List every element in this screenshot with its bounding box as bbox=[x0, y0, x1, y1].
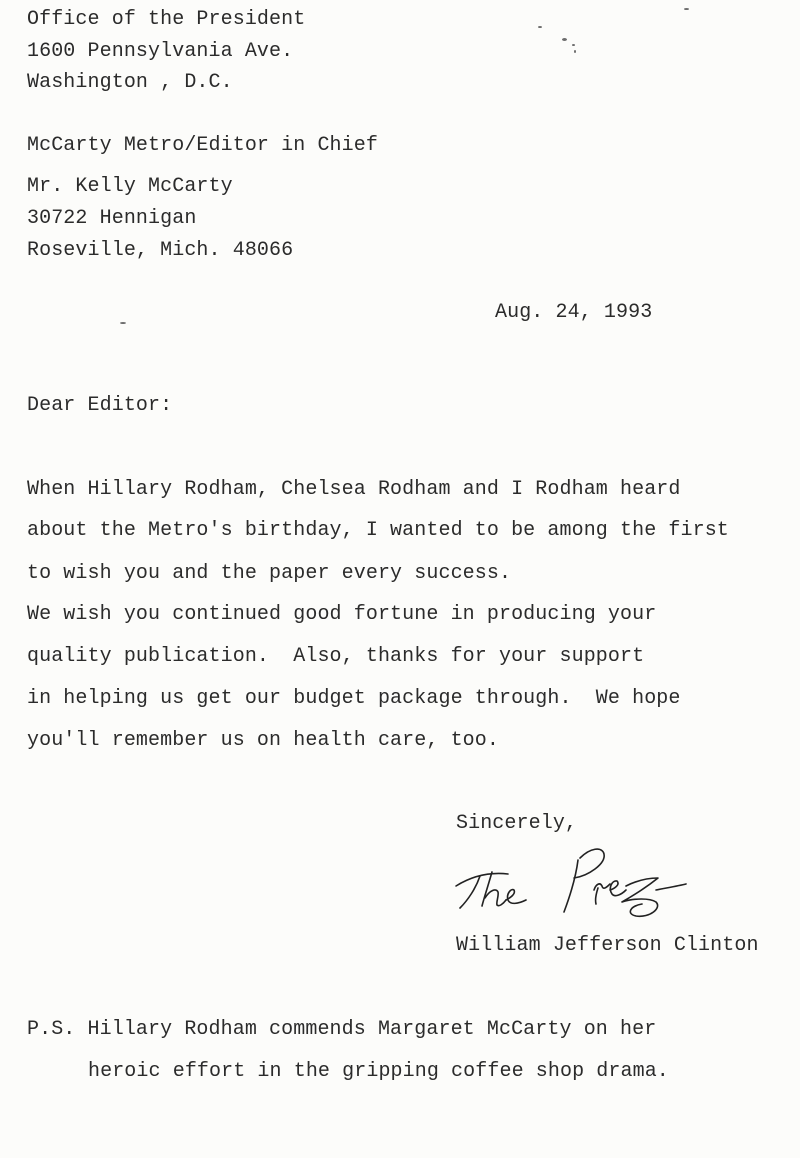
sender-city: Washington , D.C. bbox=[27, 71, 233, 94]
closing: Sincerely, bbox=[456, 812, 578, 835]
body-line: We wish you continued good fortune in producing your bbox=[27, 603, 657, 626]
body-line: When Hillary Rodham, Chelsea Rodham and I Rodham heard bbox=[27, 478, 681, 501]
body-line: in helping us get our budget package through. We hope bbox=[27, 687, 681, 710]
body-line: you'll remember us on health care, too. bbox=[27, 729, 499, 752]
paper-speck bbox=[572, 44, 575, 46]
recipient-organization: McCarty Metro/Editor in Chief bbox=[27, 134, 378, 157]
salutation: Dear Editor: bbox=[27, 394, 173, 417]
signer-name: William Jefferson Clinton bbox=[456, 934, 759, 957]
body-line: about the Metro's birthday, I wanted to be among the first bbox=[27, 519, 729, 542]
paper-speck bbox=[538, 26, 542, 28]
postscript-line: P.S. Hillary Rodham commends Margaret McCarty on her bbox=[27, 1018, 657, 1041]
body-line: to wish you and the paper every success. bbox=[27, 562, 512, 585]
handwritten-signature bbox=[450, 842, 690, 920]
body-line: quality publication. Also, thanks for your support bbox=[27, 645, 645, 668]
paper-speck bbox=[120, 322, 126, 324]
paper-speck bbox=[574, 50, 576, 53]
letter-date: Aug. 24, 1993 bbox=[495, 301, 653, 324]
sender-office: Office of the President bbox=[27, 8, 306, 31]
paper-speck bbox=[562, 38, 567, 41]
paper-speck bbox=[684, 8, 689, 10]
postscript-line: heroic effort in the gripping coffee shop drama. bbox=[88, 1060, 669, 1083]
recipient-street: 30722 Hennigan bbox=[27, 207, 197, 230]
recipient-city: Roseville, Mich. 48066 bbox=[27, 239, 294, 262]
sender-street: 1600 Pennsylvania Ave. bbox=[27, 40, 294, 63]
recipient-name: Mr. Kelly McCarty bbox=[27, 175, 233, 198]
